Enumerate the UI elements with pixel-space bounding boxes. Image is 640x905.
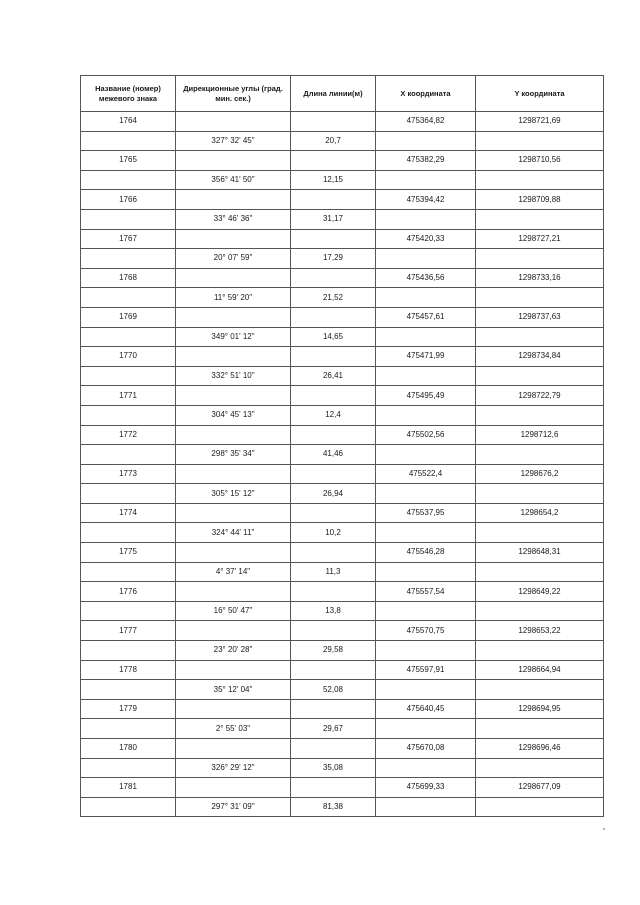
angle-cell-empty bbox=[176, 268, 291, 288]
angle-cell-empty bbox=[176, 112, 291, 132]
x-cell-empty bbox=[376, 131, 476, 151]
name-cell-empty bbox=[81, 758, 176, 778]
line-length-cell: 26,41 bbox=[291, 366, 376, 386]
name-cell-empty bbox=[81, 601, 176, 621]
y-cell-empty bbox=[476, 405, 604, 425]
header-row bbox=[81, 76, 604, 112]
y-coordinate-cell: 1298649,22 bbox=[476, 582, 604, 602]
segment-row bbox=[81, 445, 604, 465]
line-length-cell: 52,08 bbox=[291, 680, 376, 700]
point-row bbox=[81, 307, 604, 327]
direction-angle-cell: 23° 20' 28" bbox=[176, 641, 291, 661]
x-coordinate-cell: 475537,95 bbox=[376, 503, 476, 523]
x-coordinate-cell: 475570,75 bbox=[376, 621, 476, 641]
y-cell-empty bbox=[476, 601, 604, 621]
point-name-cell: 1773 bbox=[81, 464, 176, 484]
point-row bbox=[81, 425, 604, 445]
direction-angle-cell: 4° 37' 14" bbox=[176, 562, 291, 582]
x-coordinate-cell: 475597,91 bbox=[376, 660, 476, 680]
direction-angle-cell: 35° 12' 04" bbox=[176, 680, 291, 700]
length-cell-empty bbox=[291, 425, 376, 445]
line-length-cell: 21,52 bbox=[291, 288, 376, 308]
y-cell-empty bbox=[476, 327, 604, 347]
y-coordinate-cell: 1298696,46 bbox=[476, 739, 604, 759]
x-cell-empty bbox=[376, 601, 476, 621]
point-name-cell: 1780 bbox=[81, 739, 176, 759]
point-row bbox=[81, 112, 604, 132]
angle-cell-empty bbox=[176, 660, 291, 680]
y-coordinate-cell: 1298727,21 bbox=[476, 229, 604, 249]
x-coordinate-cell: 475557,54 bbox=[376, 582, 476, 602]
length-cell-empty bbox=[291, 660, 376, 680]
x-coordinate-cell: 475640,45 bbox=[376, 699, 476, 719]
segment-row bbox=[81, 209, 604, 229]
x-coordinate-cell: 475457,61 bbox=[376, 307, 476, 327]
y-cell-empty bbox=[476, 445, 604, 465]
x-cell-empty bbox=[376, 209, 476, 229]
name-cell-empty bbox=[81, 797, 176, 817]
segment-row bbox=[81, 484, 604, 504]
length-cell-empty bbox=[291, 739, 376, 759]
segment-row bbox=[81, 131, 604, 151]
point-row bbox=[81, 582, 604, 602]
point-name-cell: 1769 bbox=[81, 307, 176, 327]
name-cell-empty bbox=[81, 641, 176, 661]
point-name-cell: 1776 bbox=[81, 582, 176, 602]
direction-angle-cell: 349° 01' 12" bbox=[176, 327, 291, 347]
point-row bbox=[81, 660, 604, 680]
length-cell-empty bbox=[291, 151, 376, 171]
angle-cell-empty bbox=[176, 307, 291, 327]
name-cell-empty bbox=[81, 680, 176, 700]
direction-angle-cell: 298° 35' 34" bbox=[176, 445, 291, 465]
y-cell-empty bbox=[476, 562, 604, 582]
point-name-cell: 1770 bbox=[81, 347, 176, 367]
y-coordinate-cell: 1298654,2 bbox=[476, 503, 604, 523]
segment-row bbox=[81, 366, 604, 386]
segment-row bbox=[81, 523, 604, 543]
line-length-cell: 10,2 bbox=[291, 523, 376, 543]
direction-angle-cell: 20° 07' 59" bbox=[176, 249, 291, 269]
point-name-cell: 1778 bbox=[81, 660, 176, 680]
point-row bbox=[81, 151, 604, 171]
direction-angle-cell: 304° 45' 13" bbox=[176, 405, 291, 425]
direction-angle-cell: 16° 50' 47" bbox=[176, 601, 291, 621]
point-row bbox=[81, 386, 604, 406]
segment-row bbox=[81, 562, 604, 582]
point-row bbox=[81, 621, 604, 641]
y-cell-empty bbox=[476, 680, 604, 700]
x-cell-empty bbox=[376, 523, 476, 543]
direction-angle-cell: 2° 55' 03" bbox=[176, 719, 291, 739]
point-name-cell: 1765 bbox=[81, 151, 176, 171]
name-cell-empty bbox=[81, 249, 176, 269]
header-x: X координата bbox=[376, 76, 476, 112]
x-cell-empty bbox=[376, 758, 476, 778]
point-name-cell: 1766 bbox=[81, 190, 176, 210]
point-name-cell: 1764 bbox=[81, 112, 176, 132]
angle-cell-empty bbox=[176, 190, 291, 210]
segment-row bbox=[81, 327, 604, 347]
segment-row bbox=[81, 680, 604, 700]
x-cell-empty bbox=[376, 445, 476, 465]
x-coordinate-cell: 475394,42 bbox=[376, 190, 476, 210]
y-cell-empty bbox=[476, 209, 604, 229]
point-row bbox=[81, 347, 604, 367]
point-row bbox=[81, 778, 604, 798]
x-cell-empty bbox=[376, 680, 476, 700]
y-coordinate-cell: 1298722,79 bbox=[476, 386, 604, 406]
name-cell-empty bbox=[81, 562, 176, 582]
point-row bbox=[81, 464, 604, 484]
angle-cell-empty bbox=[176, 386, 291, 406]
segment-row bbox=[81, 288, 604, 308]
x-cell-empty bbox=[376, 797, 476, 817]
x-cell-empty bbox=[376, 405, 476, 425]
y-coordinate-cell: 1298648,31 bbox=[476, 543, 604, 563]
angle-cell-empty bbox=[176, 503, 291, 523]
y-cell-empty bbox=[476, 288, 604, 308]
length-cell-empty bbox=[291, 268, 376, 288]
length-cell-empty bbox=[291, 347, 376, 367]
y-cell-empty bbox=[476, 719, 604, 739]
x-coordinate-cell: 475364,82 bbox=[376, 112, 476, 132]
length-cell-empty bbox=[291, 307, 376, 327]
length-cell-empty bbox=[291, 621, 376, 641]
line-length-cell: 81,38 bbox=[291, 797, 376, 817]
x-coordinate-cell: 475699,33 bbox=[376, 778, 476, 798]
y-cell-empty bbox=[476, 758, 604, 778]
x-cell-empty bbox=[376, 562, 476, 582]
table-header bbox=[81, 76, 604, 112]
point-row bbox=[81, 699, 604, 719]
point-row bbox=[81, 739, 604, 759]
x-cell-empty bbox=[376, 719, 476, 739]
line-length-cell: 20,7 bbox=[291, 131, 376, 151]
y-cell-empty bbox=[476, 131, 604, 151]
line-length-cell: 29,67 bbox=[291, 719, 376, 739]
direction-angle-cell: 297° 31' 09" bbox=[176, 797, 291, 817]
y-cell-empty bbox=[476, 366, 604, 386]
y-cell-empty bbox=[476, 170, 604, 190]
direction-angle-cell: 33° 46' 36" bbox=[176, 209, 291, 229]
segment-row bbox=[81, 170, 604, 190]
length-cell-empty bbox=[291, 464, 376, 484]
direction-angle-cell: 305° 15' 12" bbox=[176, 484, 291, 504]
line-length-cell: 12,15 bbox=[291, 170, 376, 190]
length-cell-empty bbox=[291, 112, 376, 132]
direction-angle-cell: 327° 32' 45" bbox=[176, 131, 291, 151]
angle-cell-empty bbox=[176, 739, 291, 759]
name-cell-empty bbox=[81, 523, 176, 543]
y-cell-empty bbox=[476, 249, 604, 269]
line-length-cell: 13,8 bbox=[291, 601, 376, 621]
x-coordinate-cell: 475546,28 bbox=[376, 543, 476, 563]
segment-row bbox=[81, 249, 604, 269]
x-coordinate-cell: 475436,56 bbox=[376, 268, 476, 288]
length-cell-empty bbox=[291, 229, 376, 249]
y-coordinate-cell: 1298734,84 bbox=[476, 347, 604, 367]
point-name-cell: 1772 bbox=[81, 425, 176, 445]
length-cell-empty bbox=[291, 543, 376, 563]
y-coordinate-cell: 1298709,88 bbox=[476, 190, 604, 210]
x-cell-empty bbox=[376, 327, 476, 347]
length-cell-empty bbox=[291, 778, 376, 798]
segment-row bbox=[81, 758, 604, 778]
length-cell-empty bbox=[291, 386, 376, 406]
name-cell-empty bbox=[81, 131, 176, 151]
line-length-cell: 31,17 bbox=[291, 209, 376, 229]
direction-angle-cell: 356° 41' 50" bbox=[176, 170, 291, 190]
y-coordinate-cell: 1298721,69 bbox=[476, 112, 604, 132]
name-cell-empty bbox=[81, 209, 176, 229]
line-length-cell: 29,58 bbox=[291, 641, 376, 661]
y-coordinate-cell: 1298737,63 bbox=[476, 307, 604, 327]
x-coordinate-cell: 475495,49 bbox=[376, 386, 476, 406]
x-coordinate-cell: 475471,99 bbox=[376, 347, 476, 367]
x-cell-empty bbox=[376, 641, 476, 661]
point-name-cell: 1781 bbox=[81, 778, 176, 798]
angle-cell-empty bbox=[176, 464, 291, 484]
point-name-cell: 1775 bbox=[81, 543, 176, 563]
x-coordinate-cell: 475502,56 bbox=[376, 425, 476, 445]
name-cell-empty bbox=[81, 445, 176, 465]
angle-cell-empty bbox=[176, 699, 291, 719]
point-row bbox=[81, 543, 604, 563]
x-cell-empty bbox=[376, 170, 476, 190]
direction-angle-cell: 332° 51' 10" bbox=[176, 366, 291, 386]
segment-row bbox=[81, 797, 604, 817]
point-row bbox=[81, 503, 604, 523]
y-coordinate-cell: 1298653,22 bbox=[476, 621, 604, 641]
angle-cell-empty bbox=[176, 621, 291, 641]
angle-cell-empty bbox=[176, 229, 291, 249]
boundary-coordinates-table bbox=[80, 75, 604, 817]
angle-cell-empty bbox=[176, 543, 291, 563]
point-name-cell: 1767 bbox=[81, 229, 176, 249]
direction-angle-cell: 326° 29' 12" bbox=[176, 758, 291, 778]
name-cell-empty bbox=[81, 327, 176, 347]
y-coordinate-cell: 1298712,6 bbox=[476, 425, 604, 445]
header-angle: Дирекционные углы (град. мин. сек.) bbox=[176, 76, 291, 112]
y-coordinate-cell: 1298710,56 bbox=[476, 151, 604, 171]
y-coordinate-cell: 1298664,94 bbox=[476, 660, 604, 680]
x-cell-empty bbox=[376, 288, 476, 308]
x-coordinate-cell: 475420,33 bbox=[376, 229, 476, 249]
direction-angle-cell: 11° 59' 20" bbox=[176, 288, 291, 308]
segment-row bbox=[81, 719, 604, 739]
y-cell-empty bbox=[476, 641, 604, 661]
y-cell-empty bbox=[476, 523, 604, 543]
line-length-cell: 11,3 bbox=[291, 562, 376, 582]
angle-cell-empty bbox=[176, 425, 291, 445]
segment-row bbox=[81, 405, 604, 425]
angle-cell-empty bbox=[176, 347, 291, 367]
name-cell-empty bbox=[81, 719, 176, 739]
point-row bbox=[81, 268, 604, 288]
x-coordinate-cell: 475382,29 bbox=[376, 151, 476, 171]
line-length-cell: 14,65 bbox=[291, 327, 376, 347]
name-cell-empty bbox=[81, 484, 176, 504]
length-cell-empty bbox=[291, 190, 376, 210]
length-cell-empty bbox=[291, 503, 376, 523]
angle-cell-empty bbox=[176, 151, 291, 171]
name-cell-empty bbox=[81, 288, 176, 308]
point-name-cell: 1768 bbox=[81, 268, 176, 288]
angle-cell-empty bbox=[176, 582, 291, 602]
point-name-cell: 1771 bbox=[81, 386, 176, 406]
x-cell-empty bbox=[376, 249, 476, 269]
x-coordinate-cell: 475522,4 bbox=[376, 464, 476, 484]
header-name: Название (номер) межевого знака bbox=[81, 76, 176, 112]
y-coordinate-cell: 1298677,09 bbox=[476, 778, 604, 798]
x-coordinate-cell: 475670,08 bbox=[376, 739, 476, 759]
angle-cell-empty bbox=[176, 778, 291, 798]
table-body bbox=[81, 112, 604, 817]
point-name-cell: 1779 bbox=[81, 699, 176, 719]
point-row bbox=[81, 229, 604, 249]
header-y: Y координата bbox=[476, 76, 604, 112]
line-length-cell: 41,46 bbox=[291, 445, 376, 465]
y-cell-empty bbox=[476, 797, 604, 817]
line-length-cell: 17,29 bbox=[291, 249, 376, 269]
scan-artifact bbox=[603, 828, 605, 830]
name-cell-empty bbox=[81, 405, 176, 425]
point-row bbox=[81, 190, 604, 210]
y-coordinate-cell: 1298694,95 bbox=[476, 699, 604, 719]
length-cell-empty bbox=[291, 699, 376, 719]
direction-angle-cell: 324° 44' 11" bbox=[176, 523, 291, 543]
name-cell-empty bbox=[81, 366, 176, 386]
x-cell-empty bbox=[376, 484, 476, 504]
point-name-cell: 1777 bbox=[81, 621, 176, 641]
y-coordinate-cell: 1298676,2 bbox=[476, 464, 604, 484]
name-cell-empty bbox=[81, 170, 176, 190]
line-length-cell: 12,4 bbox=[291, 405, 376, 425]
y-coordinate-cell: 1298733,16 bbox=[476, 268, 604, 288]
x-cell-empty bbox=[376, 366, 476, 386]
segment-row bbox=[81, 601, 604, 621]
point-name-cell: 1774 bbox=[81, 503, 176, 523]
line-length-cell: 35,08 bbox=[291, 758, 376, 778]
y-cell-empty bbox=[476, 484, 604, 504]
length-cell-empty bbox=[291, 582, 376, 602]
segment-row bbox=[81, 641, 604, 661]
header-length: Длина линии(м) bbox=[291, 76, 376, 112]
line-length-cell: 26,94 bbox=[291, 484, 376, 504]
